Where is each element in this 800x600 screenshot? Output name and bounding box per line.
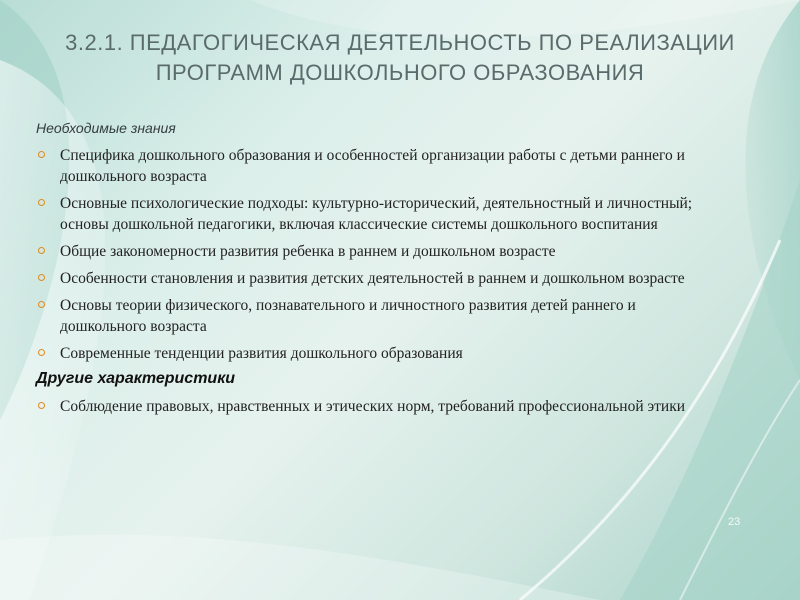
bullet-icon (38, 301, 45, 308)
bullet-icon (38, 349, 45, 356)
list-item-text: Основные психологические подходы: культурно-исторический, деятельностный и личностный; основы дошкольной педагогики, включая классические системы дошкольного воспитания (60, 195, 693, 233)
list-item (36, 396, 726, 417)
list-item (36, 343, 726, 364)
other-characteristics-list (36, 396, 726, 417)
page-number: 23 (728, 516, 741, 528)
bullet-icon (38, 402, 45, 409)
list-item (36, 268, 726, 289)
bullet-icon (38, 247, 45, 254)
section-heading-other-characteristics: Другие характеристики (36, 370, 236, 387)
section-label-required-knowledge: Необходимые знания (36, 120, 176, 136)
list-item-text: Особенности становления и развития детских деятельностей в раннем и дошкольном возрасте (60, 270, 685, 287)
list-item-text: Соблюдение правовых, нравственных и этических норм, требований профессиональной этики (60, 398, 686, 415)
bullet-icon (38, 151, 45, 158)
list-item-text: Специфика дошкольного образования и особенностей организации работы с детьми раннего и дошкольного возраста (60, 147, 685, 185)
list-item-text: Современные тенденции развития дошкольного образования (60, 345, 463, 362)
list-item-text: Общие закономерности развития ребенка в раннем и дошкольном возрасте (60, 243, 556, 260)
slide-content (36, 120, 726, 423)
list-item (36, 241, 726, 262)
required-knowledge-list (36, 145, 726, 364)
bullet-icon (38, 199, 45, 206)
list-item-text: Основы теории физического, познавательного и личностного развития детей раннего и дошкольного возраста (60, 297, 636, 335)
list-item (36, 145, 726, 187)
slide-title: 3.2.1. ПЕДАГОГИЧЕСКАЯ ДЕЯТЕЛЬНОСТЬ ПО РЕАЛИЗАЦИИ ПРОГРАММ ДОШКОЛЬНОГО ОБРАЗОВАНИЯ (65, 30, 735, 85)
bullet-icon (38, 274, 45, 281)
list-item (36, 295, 726, 337)
list-item (36, 193, 726, 235)
